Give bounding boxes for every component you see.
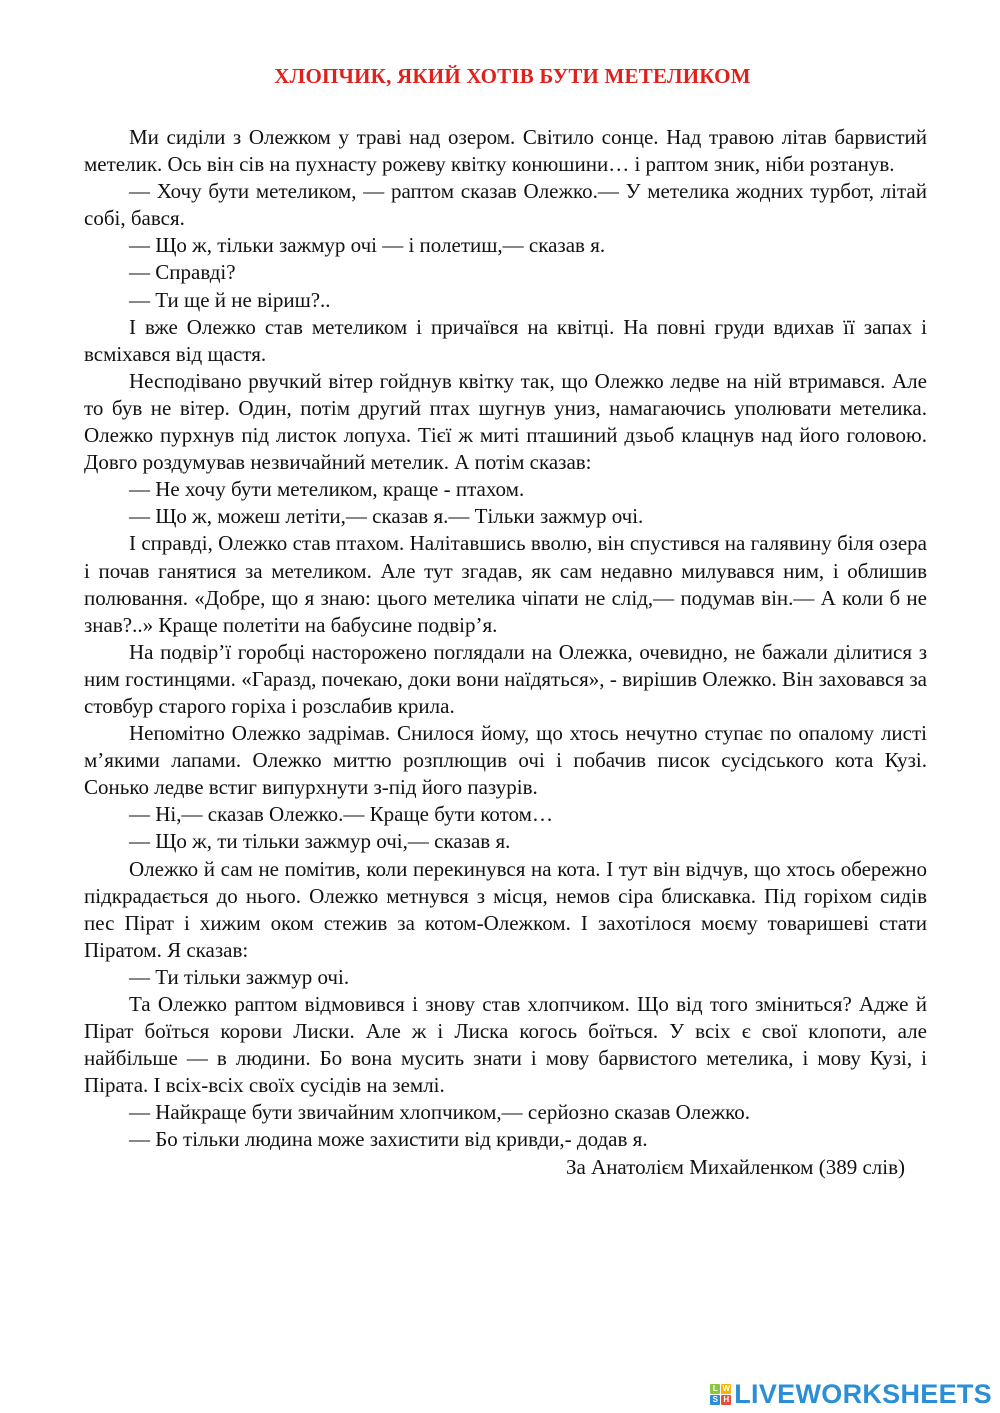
story-paragraph: — Що ж, можеш летіти,— сказав я.— Тільки зажмур очі. [129,504,644,529]
story-paragraph: — Ти тільки зажмур очі. [129,964,350,989]
liveworksheets-watermark [710,1379,992,1409]
story-paragraph: Непомітно Олежко задрімав. Снилося йому, що хтось нечутно ступає по опалому листі м’якими лапами. Олежко миттю розплющив очі і побачив писок сусідського кота Кузі. Сонько ледве встиг випурхнути з-під його пазурів. [84,721,927,800]
liveworksheets-logo-icon [710,1384,731,1405]
story-paragraph: — Найкраще бути звичайним хлопчиком,— серйозно сказав Олежко. [129,1100,751,1125]
story-paragraph: — Хочу бути метеликом, — раптом сказав Олежко.— У метелика жодних турбот, літай собі, бався. [84,179,927,231]
story-paragraph: І вже Олежко став метеликом і причаївся на квітці. На повні груди вдихав її запах і всміхався від щастя. [84,314,927,366]
story-paragraph: І справді, Олежко став птахом. Налітавшись вволю, він спустився на галявину біля озера і почав ганятися за метеликом. Але тут згадав, як сам недавно милувався ним, і облишив полювання. «Добре, що я знаю: цього метелика чіпати не слід,— подумав він.— А коли б не знав?..» Краще полетіти на бабусине подвір’я. [84,531,927,637]
story-paragraph: Ми сиділи з Олежком у траві над озером. Світило сонце. Над травою літав барвистий метелик. Ось він сів на пухнасту рожеву квітку конюшини… і раптом зник, ніби розтанув. [84,125,927,177]
logo-tile: L [710,1384,720,1394]
story-paragraph: Несподівано рвучкий вітер гойднув квітку так, що Олежко ледве на ній втримався. Але то був не вітер. Один, потім другий птах шугнув униз, намагаючись уполювати метелика. Олежко пурхнув під листок лопуха. Тієї ж миті пташиний дзьоб клацнув над його головою. Довго роздумував незвичайний метелик. А потім сказав: [84,368,927,475]
story-paragraph: Олежко й сам не помітив, коли перекинувся на кота. І тут він відчув, що хтось обережно підкрадається до нього. Олежко метнувся з місця, немов сіра блискавка. Під горіхом сидів пес Пірат і хижим оком стежив за котом-Олежком. І захотілося моєму товаришеві стати Піратом. Я сказав: [84,856,927,962]
story-paragraph: Та Олежко раптом відмовився і знову став хлопчиком. Що від того зміниться? Адже й Пірат боїться корови Лиски. Але ж і Лиска когось боїться. У всіх є свої клопоти, але найбільше — в людини. Бо вона мусить знати і мову барвистого метелика, і мову Кузі, і Пірата. І всіх-всіх своїх сусідів на землі. [84,992,927,1098]
logo-tile: H [721,1395,731,1405]
story-paragraph: — Ні,— сказав Олежко.— Краще бути котом… [129,802,553,827]
story-body [84,124,927,1154]
story-paragraph: — Не хочу бути метеликом, краще - птахом. [129,477,525,502]
story-paragraph: На подвір’ї горобці насторожено поглядали на Олежка, очевидно, не бажали ділитися з ним гостинцями. «Гаразд, почекаю, доки вони наїдяться», - вирішив Олежко. Він заховався за стовбур старого горіха і розслабив крила. [84,639,927,718]
author-attribution: За Анатолієм Михайленком (389 слів) [565,1154,905,1179]
story-paragraph: — Що ж, тільки зажмур очі — і полетиш,— сказав я. [129,233,606,258]
logo-tile: W [722,1383,731,1393]
worksheet-page [84,58,927,1181]
liveworksheets-wordmark: LIVEWORKSHEETS [734,1379,992,1409]
story-paragraph: — Бо тільки людина може захистити від кривди,- додав я. [129,1127,648,1152]
story-paragraph: — Ти ще й не віриш?.. [129,287,331,312]
story-title: ХЛОПЧИК, ЯКИЙ ХОТІВ БУТИ МЕТЕЛИКОМ [274,64,751,88]
logo-tile: S [710,1395,720,1405]
story-paragraph: — Справді? [129,260,236,285]
story-paragraph: — Що ж, ти тільки зажмур очі,— сказав я. [129,829,511,854]
